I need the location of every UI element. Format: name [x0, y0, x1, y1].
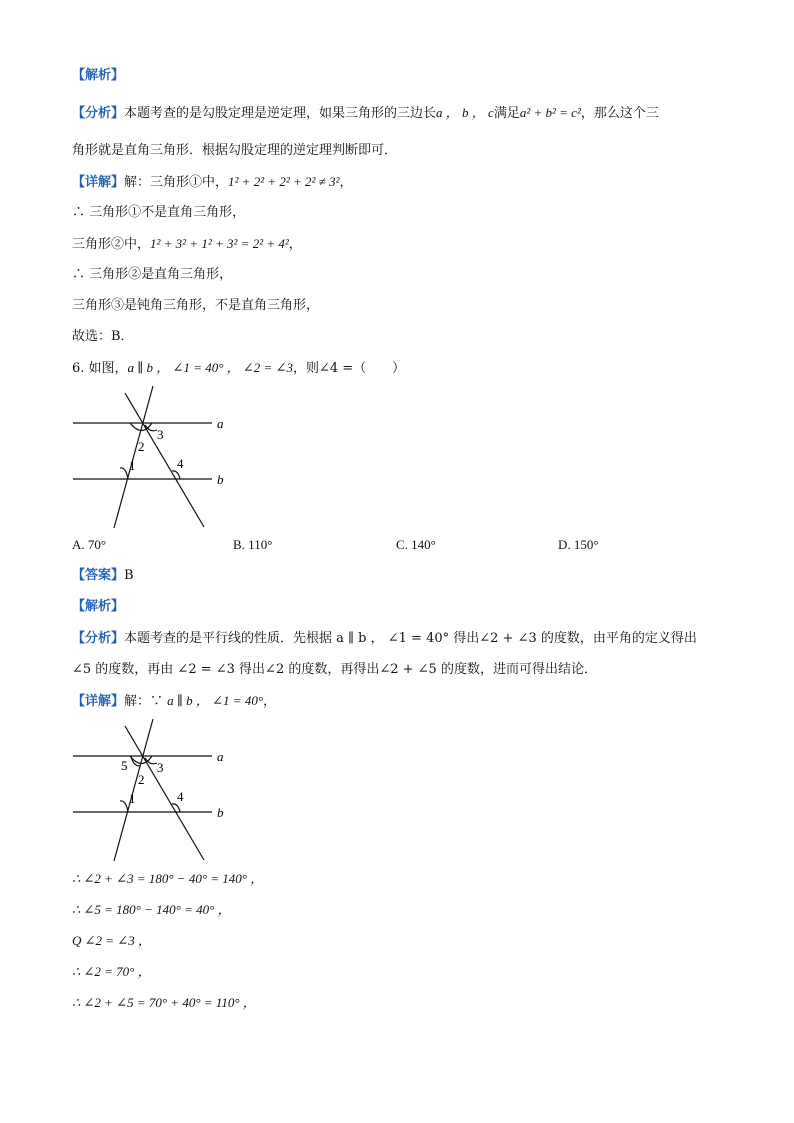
line-b-label: b: [217, 472, 224, 487]
detail-line-2: ∴ 三角形①不是直角三角形，: [72, 205, 246, 220]
step-5: ∴ ∠2 + ∠5 = 70° + 40° = 110° ，: [72, 995, 256, 1010]
fig2-angle-4-label: 4: [177, 789, 184, 804]
fig2-angle-2-label: 2: [138, 772, 145, 787]
option-b: B. 110°: [233, 537, 273, 552]
analysis-line-2: 角形就是直角三角形．根据勾股定理的逆定理判断即可．: [72, 143, 398, 158]
angle-3-label: 3: [157, 427, 164, 442]
answer-tag: 【答案】: [72, 568, 125, 583]
detail2-line-1: 【详解】解：∵ a ∥ b ， ∠1 = 40°，: [72, 693, 277, 709]
analysis-line-1: 【分析】本题考查的是勾股定理是逆定理，如果三角形的三边长a ， b ， c满足a² + b² = c²，那么这个三: [72, 105, 659, 121]
analysis-tag: 【分析】: [72, 106, 125, 121]
detail-line-4: ∴ 三角形②是直角三角形，: [72, 267, 233, 282]
angle-2-label: 2: [138, 439, 145, 454]
angle-4-label: 4: [177, 456, 184, 471]
angle-1-label: 1: [129, 458, 136, 473]
option-d: D. 150°: [558, 537, 599, 552]
step-3: Q ∠2 = ∠3 ，: [72, 933, 151, 948]
detail-line-3: 三角形②中，1² + 3² + 1² + 3² = 2² + 4²，: [72, 236, 302, 252]
fig2-angle-3-label: 3: [157, 760, 164, 775]
jiexi-heading-2: 【解析】: [72, 599, 125, 614]
fig2-angle-1-label: 1: [129, 791, 136, 806]
answer-value: B: [124, 568, 134, 583]
detail-tag: 【详解】: [72, 175, 125, 190]
detail-line-5: 三角形③是钝角三角形，不是直角三角形，: [72, 298, 320, 313]
jiexi-heading-1: 【解析】: [72, 68, 125, 83]
line-a-label: a: [217, 416, 224, 431]
analysis2-line-1: 【分析】本题考查的是平行线的性质．先根据 a ∥ b ， ∠1 = 40° 得出∠2 + ∠3 的度数，由平角的定义得出: [72, 631, 697, 646]
step-2: ∴ ∠5 = 180° − 140° = 40° ，: [72, 902, 231, 917]
detail-line-1: 【详解】解：三角形①中，1² + 2² + 2² + 2² ≠ 3²，: [72, 174, 353, 190]
step-1: ∴ ∠2 + ∠3 = 180° − 40° = 140° ，: [72, 871, 264, 886]
option-c: C. 140°: [396, 537, 436, 552]
detail-line-6: 故选：B．: [72, 329, 134, 344]
question-6: 6. 如图，a ∥ b ， ∠1 = 40° ， ∠2 = ∠3，则∠4 =（ ）: [72, 360, 406, 376]
analysis2-line-2: ∠5 的度数，再由 ∠2 = ∠3 得出∠2 的度数，再得出∠2 + ∠5 的度数，进而可得出结论．: [72, 662, 597, 677]
fig2-angle-5-label: 5: [121, 758, 128, 773]
fig2-line-a-label: a: [217, 749, 224, 764]
fig2-line-b-label: b: [217, 805, 224, 820]
step-4: ∴ ∠2 = 70° ，: [72, 964, 151, 979]
option-a: A. 70°: [72, 537, 107, 552]
